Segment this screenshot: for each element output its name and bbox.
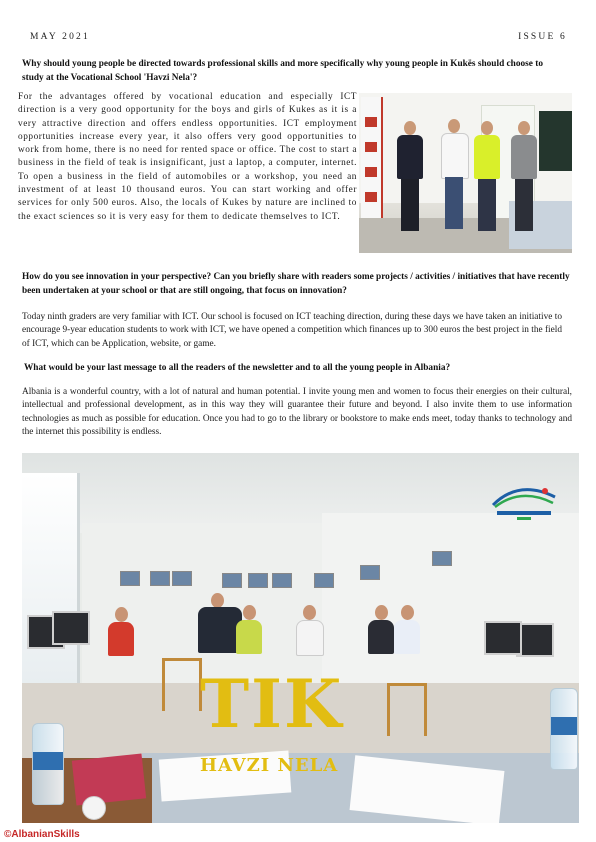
copyright-credit: ©AlbanianSkills [4, 829, 80, 840]
window [22, 473, 80, 703]
classroom-photo [22, 453, 579, 823]
answer-3: Albania is a wonderful country, with a lot of natural and human potential. I invite young men and women to focus their energies on their cultural, intellectual and professional development, as in this way they will guarantee their future and beyond. I also invite them to use information technologies as much as possible for education. Once you had to go to the library or bookstore to make ends meet, today thanks to technology and the internet this possibility is endless. [22, 387, 572, 437]
overlay-title: TIK [200, 665, 344, 743]
water-bottle-left [32, 723, 64, 805]
question-1: Why should young people be directed towards professional skills and more specifically why young people in Kukës should choose to study at the Vocational School 'Havzi Nela'? [22, 59, 543, 83]
question-3: What would be your last message to all the readers of the newsletter and to all the young people in Albania? [24, 363, 451, 373]
water-bottle-right [550, 688, 578, 770]
board [539, 111, 572, 171]
overlay-subtitle: HAVZI NELA [200, 755, 339, 776]
answer-1: For the advantages offered by vocational education and especially ICT direction is a very good opportunity for the boys and girls of Kukes as it is a very attractive direction and offers endless opportunities. ICT employment opportunities increase every year, it also offers very good opportunities to work from home, there is no need for rented space or office. The cost to start a business in the field of teak is insignificant, just a laptop, a computer, internet. To open a business in the field of automobiles or a workshop, you need an investment of at least 10 thousand euros. You can start working and offer services for only 500 euros. Also, the locals of Kukes by nature are inclined to the exact sciences so it is very easy for them to dedicate themselves to ICT. [18, 92, 357, 222]
issue-date: MAY 2021 [30, 32, 90, 42]
issue-number: ISSUE 6 [518, 32, 567, 42]
group-photo [359, 93, 572, 253]
school-logo-icon [489, 481, 559, 523]
question-2: How do you see innovation in your perspective? Can you briefly share with readers some projects / activities / initiatives that have recently been undertaken at your school or that are still ongoing, that focus on innovation? [22, 272, 570, 296]
answer-2: Today ninth graders are very familiar with ICT. Our school is focused on ICT teaching direction, during these days we have taken an initiative to encourage 9-year education students to work with ICT, we have opened a competition which finances up to 300 euros the best project in the field of ICT, which can be Application, website, or game. [22, 312, 562, 349]
